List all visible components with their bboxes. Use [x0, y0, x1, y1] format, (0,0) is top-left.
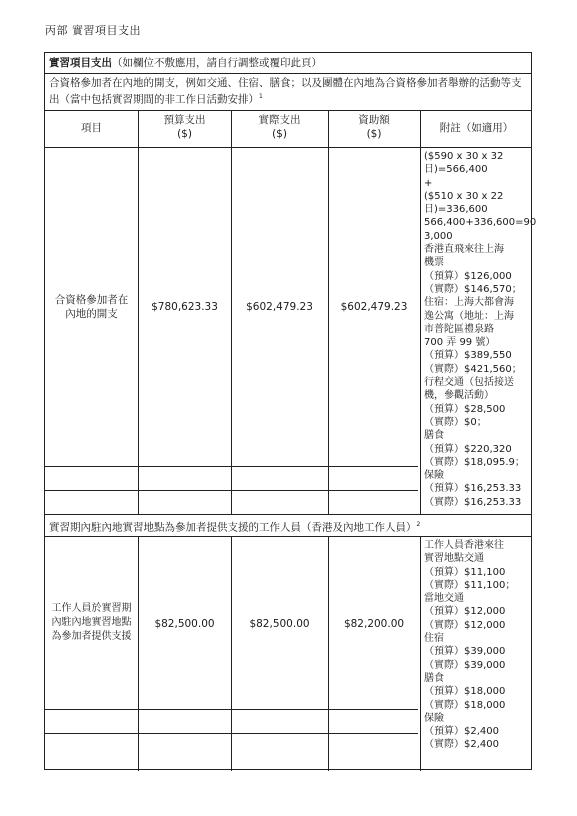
- section2-subsidy: $82,200.00: [343, 618, 405, 630]
- section2-header-text: 實習期內駐內地實習地點為參加者提供支援的工作人員（香港及內地工作人員）: [49, 521, 417, 534]
- section2-footnote-ref: 2: [416, 521, 421, 528]
- section1-notes: ($590 x 30 x 32 日)=566,400 + ($510 x 30 x 22 日)=336,600 566,400+336,600=90 3,000 香港直飛來往上海 機票 （預算）$126,000 （實際）$146,570； 住宿：上海大都會海 逸公寓（地址：上海 市普陀區禮泉路 700 弄 99 號） （預算）$389,550 （實際）$421,560； 行程交通（包括接送 機，參觀活動） （預算）$28,500 （實際）$0； 膳食 （預算）$220,320 （實際）$18,095.9； 保險 （預算）$16,253.33 （實際）$16,253.33: [424, 151, 537, 508]
- section1-actual: $602,479.23: [246, 301, 313, 313]
- section1-item: 合資格參加者在 內地的開支: [54, 294, 129, 320]
- section1-header-text: 合資格參加者在內地的開支，例如交通、住宿、膳食；以及團體在內地為合資格參加者舉辦的活動等支出（當中包括實習期間的非工作日活動安排）: [49, 77, 522, 106]
- section2-header: [49, 518, 420, 535]
- section2-budget: $82,500.00: [154, 618, 215, 630]
- column-header-item: 項目: [81, 122, 102, 134]
- section2-notes: 工作人員香港來往 實習地點交通 （預算）$11,100 （實際）$11,100； 當地交通 （預算）$12,000 （實際）$12,000 住宿 （預算）$39,000 （實際）$39,000 膳食 （預算）$18,000 （實際）$18,000 保險 （預算）$2,400 （實際）$2,400: [424, 540, 516, 751]
- section2-actual: $82,500.00: [249, 618, 310, 630]
- section1-footnote-ref: 1: [259, 93, 263, 100]
- section1-budget: $780,623.33: [151, 301, 218, 313]
- table-caption-note: （如欄位不敷應用，請自行調整或覆印此頁）: [112, 57, 322, 69]
- table-caption: [49, 56, 322, 70]
- table-caption-bold: 實習項目支出: [49, 57, 112, 69]
- section1-subsidy: $602,479.23: [340, 301, 408, 313]
- column-header-budget: 預算支出 ($): [163, 114, 206, 140]
- expenditure-table: [44, 52, 537, 770]
- section1-header: [49, 76, 527, 107]
- section-title: 丙部 實習項目支出: [45, 24, 141, 37]
- column-header-actual: 實際支出 ($): [258, 114, 301, 140]
- column-header-notes: 附註（如適用）: [439, 122, 514, 134]
- section2-item: 工作人員於實習期 內駐內地實習地點 為參加者提供支援: [51, 603, 132, 642]
- column-header-subsidy: 資助額 ($): [358, 114, 390, 140]
